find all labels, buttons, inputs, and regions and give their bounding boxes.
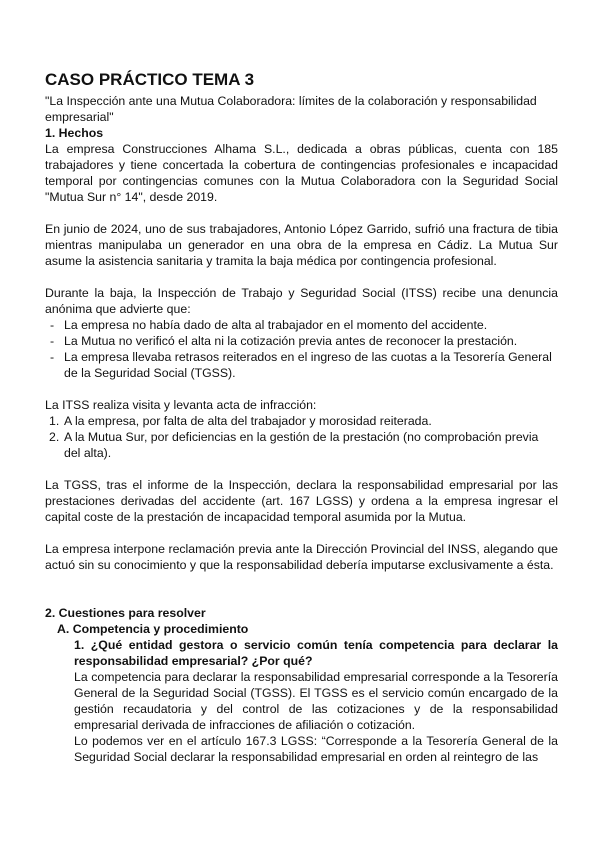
answer-paragraph: La competencia para declarar la responsabilidad empresarial corresponde a la Tesorería General de la Seguridad Social (TGSS). El TGSS es el servicio común encargado de la gestión recaudatoria y del control de las cotizaciones y de la responsabilidad empresarial derivada de infracciones de afiliación o cotización.: [74, 670, 558, 732]
subsection-heading: A. Competencia y procedimiento: [57, 622, 249, 636]
section-heading-cuestiones: 2. Cuestiones para resolver: [45, 606, 206, 620]
list-item-text: A la Mutua Sur, por deficiencias en la gestión de la prestación (no comprobación previa del alta).: [64, 430, 539, 460]
paragraph: La empresa Construcciones Alhama S.L., dedicada a obras públicas, cuenta con 185 trabajadores y tiene concertada la cobertura de contingencias profesionales e incapacidad temporal por contingencias comunes con la Mutua Colaboradora con la Seguridad Social "Mutua Sur n° 14", desde 2019.: [45, 142, 558, 204]
list-item: - La empresa no había dado de alta al trabajador en el momento del accidente.: [45, 317, 558, 333]
paragraph: Durante la baja, la Inspección de Trabajo y Seguridad Social (ITSS) recibe una denuncia anónima que advierte que:: [45, 286, 558, 316]
list-item: - La empresa llevaba retrasos reiterados en el ingreso de las cuotas a la Tesorería General de la Seguridad Social (TGSS).: [45, 349, 558, 381]
list-item: - La Mutua no verificó el alta ni la cotización previa antes de reconocer la prestación.: [45, 333, 558, 349]
section-heading-hechos: 1. Hechos: [45, 126, 104, 140]
answer-paragraph: Lo podemos ver en el artículo 167.3 LGSS: “Corresponde a la Tesorería General de la Seguridad Social declarar la responsabilidad empresarial en orden al reintegro de las: [74, 734, 558, 764]
list-item: [45, 429, 558, 461]
list-number: 1.: [49, 414, 60, 428]
list-number: 2.: [49, 430, 60, 444]
document-title: CASO PRÁCTICO TEMA 3: [45, 70, 255, 89]
dash-list: [45, 317, 558, 381]
document-subtitle: "La Inspección ante una Mutua Colaboradora: límites de la colaboración y responsabilidad empresarial": [45, 94, 537, 124]
paragraph: La ITSS realiza visita y levanta acta de infracción:: [45, 398, 317, 412]
paragraph: La empresa interpone reclamación previa ante la Dirección Provincial del INSS, alegando que actuó sin su conocimiento y que la responsabilidad debería imputarse exclusivamente a ésta.: [45, 542, 558, 572]
paragraph: En junio de 2024, uno de sus trabajadores, Antonio López Garrido, sufrió una fractura de tibia mientras manipulaba un generador en una obra de la empresa en Cádiz. La Mutua Sur asume la asistencia sanitaria y tramita la baja médica por contingencia profesional.: [45, 222, 558, 268]
question: 1. ¿Qué entidad gestora o servicio común tenía competencia para declarar la responsabilidad empresarial? ¿Por qué?: [74, 638, 558, 668]
list-item-text: A la empresa, por falta de alta del trabajador y morosidad reiterada.: [64, 414, 432, 428]
list-item: [45, 413, 558, 429]
paragraph: La TGSS, tras el informe de la Inspección, declara la responsabilidad empresarial por las prestaciones derivadas del accidente (art. 167 LGSS) y ordena a la empresa ingresar el capital coste de la prestación de incapacidad temporal asumida por la Mutua.: [45, 478, 558, 524]
document-page: [45, 70, 558, 765]
numbered-list: [45, 413, 558, 461]
